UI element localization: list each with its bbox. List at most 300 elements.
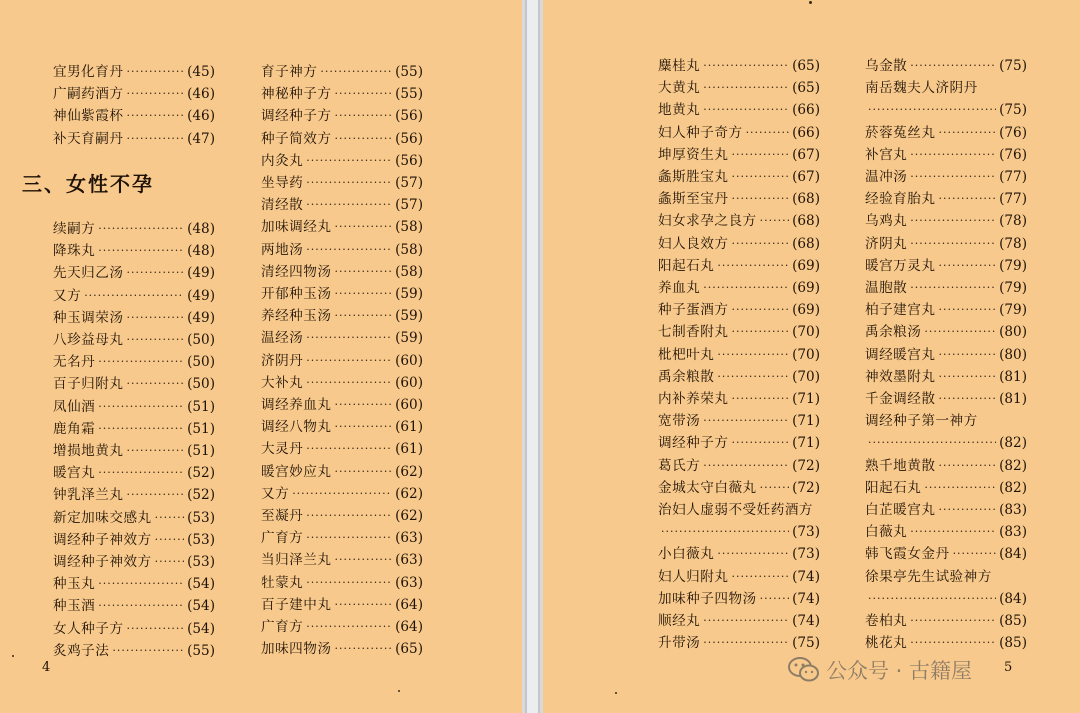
toc-entry-title: 小白薇丸 (658, 546, 715, 563)
toc-entry-title: 治妇人虚弱不受妊药酒方 (658, 502, 814, 518)
toc-entry-page: (78) (999, 235, 1027, 252)
toc-entry-page: (60) (395, 397, 423, 413)
toc-entry-page: (55) (395, 86, 423, 103)
leader-dots (703, 610, 789, 632)
toc-entry-title: 徐果亭先生试验神方 (865, 568, 992, 585)
leader-dots (938, 122, 996, 144)
toc-entry-page: (64) (395, 619, 423, 635)
toc-entry-page: (54) (187, 620, 215, 637)
leader-dots (938, 188, 996, 210)
toc-entry-page: (67) (792, 169, 820, 185)
toc-entry-page: (62) (395, 485, 423, 502)
toc-entry-page: (57) (395, 175, 423, 191)
toc-entry-page: (74) (792, 613, 820, 629)
toc-entry (53, 573, 215, 595)
toc-entry-title: 葛氏方 (658, 457, 701, 474)
leader-dots (938, 455, 996, 477)
toc-entry-title: 养血丸 (658, 280, 701, 296)
leader-dots (334, 394, 392, 416)
leader-dots (924, 477, 996, 499)
toc-entry (865, 543, 1027, 565)
toc-entry-title: 神秘种子方 (261, 86, 332, 103)
leader-dots (731, 188, 789, 210)
leader-dots (306, 372, 392, 394)
leader-dots (746, 122, 790, 144)
toc-entry-page: (63) (395, 552, 423, 569)
toc-entry-page: (51) (187, 420, 215, 437)
toc-entry-title: 两地汤 (261, 241, 304, 258)
toc-entry-page: (82) (999, 479, 1027, 496)
toc-entry (261, 438, 423, 460)
toc-entry (865, 455, 1027, 477)
toc-entry-page: (54) (187, 576, 215, 593)
leader-dots (155, 529, 184, 551)
toc-entry (261, 150, 423, 172)
toc-entry-title: 先天归乙汤 (53, 265, 124, 282)
toc-entry-title: 内灸丸 (261, 152, 304, 169)
toc-entry (261, 128, 423, 150)
leader-dots (924, 321, 996, 343)
toc-entry-page: (49) (187, 287, 215, 304)
paper-speck (398, 690, 400, 692)
toc-entry (53, 61, 215, 83)
leader-dots (910, 166, 996, 188)
leader-dots (155, 551, 184, 573)
toc-entry-page: (60) (395, 374, 423, 391)
toc-entry-page: (64) (395, 596, 423, 613)
toc-entry (658, 499, 820, 521)
leader-dots (98, 396, 184, 418)
leader-dots (98, 573, 184, 595)
toc-entry (261, 527, 423, 549)
paper-speck (12, 655, 14, 657)
leader-dots (98, 462, 184, 484)
leader-dots (910, 632, 996, 654)
toc-entry-page: (60) (395, 352, 423, 369)
toc-entry-title: 白薇丸 (865, 524, 908, 541)
toc-entry-page: (58) (395, 219, 423, 236)
toc-entry (53, 529, 215, 551)
toc-entry (261, 305, 423, 327)
toc-entry-title: 调经暖宫丸 (865, 346, 936, 363)
leader-dots (868, 588, 996, 610)
leader-dots (731, 144, 789, 166)
toc-entry-page: (76) (999, 146, 1027, 163)
toc-entry (658, 543, 820, 565)
toc-entry (865, 210, 1027, 232)
paper-speck (809, 1, 812, 4)
toc-entry-title: 妇人归附丸 (658, 568, 729, 585)
toc-entry (658, 521, 820, 543)
toc-entry (658, 299, 820, 321)
toc-entry-title: 禹余粮汤 (865, 324, 922, 341)
toc-entry-page: (85) (999, 613, 1027, 629)
toc-entry-title: 降珠丸 (53, 243, 96, 260)
toc-entry-page: (55) (395, 64, 423, 80)
toc-entry-title: 柏子建宫丸 (865, 302, 936, 319)
leader-dots (703, 77, 789, 99)
toc-entry-page: (58) (395, 241, 423, 258)
leader-dots (910, 610, 996, 632)
toc-entry-title: 阳起石丸 (658, 257, 715, 274)
toc-entry-page: (59) (395, 308, 423, 325)
toc-entry (53, 218, 215, 240)
toc-entry-page: (70) (792, 368, 820, 385)
right-page (543, 0, 1080, 713)
toc-entry-title: 乌金散 (865, 58, 908, 74)
leader-dots (703, 632, 789, 654)
toc-entry (658, 432, 820, 454)
toc-entry (261, 327, 423, 349)
toc-entry (53, 462, 215, 484)
toc-entry-page: (46) (187, 108, 215, 125)
toc-entry (865, 299, 1027, 321)
toc-entry-page: (65) (792, 80, 820, 97)
toc-entry (658, 388, 820, 410)
toc-entry (261, 194, 423, 216)
toc-entry-title: 千金调经散 (865, 391, 936, 407)
toc-entry (865, 255, 1027, 277)
toc-entry (658, 277, 820, 299)
watermark-text: 公众号 · 古籍屋 (826, 659, 973, 683)
toc-entry-page: (80) (999, 324, 1027, 341)
leader-dots (910, 277, 996, 299)
toc-entry-page: (72) (792, 457, 820, 474)
leader-dots (910, 144, 996, 166)
toc-entry-page: (50) (187, 376, 215, 393)
toc-entry-page: (49) (187, 309, 215, 326)
toc-entry-page: (74) (792, 568, 820, 585)
toc-entry-title: 暖宫妙应丸 (261, 463, 332, 480)
toc-entry (261, 372, 423, 394)
toc-entry (865, 477, 1027, 499)
leader-dots (306, 616, 392, 638)
toc-entry-title: 百子归附丸 (53, 376, 124, 393)
toc-entry-page: (79) (999, 302, 1027, 319)
toc-entry (261, 416, 423, 438)
toc-entry-page: (52) (187, 465, 215, 482)
toc-entry-page: (70) (792, 346, 820, 363)
toc-entry (53, 551, 215, 573)
toc-entry-page: (71) (792, 435, 820, 452)
toc-entry-title: 广育方 (261, 530, 304, 547)
toc-entry-title: 桃花丸 (865, 635, 908, 652)
toc-entry-title: 济阴丹 (261, 352, 304, 369)
toc-entry-page: (72) (792, 479, 820, 496)
leader-dots (717, 344, 789, 366)
leader-dots (126, 262, 184, 284)
toc-entry-title: 温经汤 (261, 330, 304, 347)
toc-entry-page: (73) (792, 524, 820, 541)
toc-entry-page: (67) (792, 146, 820, 163)
toc-entry-title: 养经种玉汤 (261, 308, 332, 325)
leader-dots (760, 210, 789, 232)
toc-entry (865, 233, 1027, 255)
toc-entry (658, 144, 820, 166)
toc-entry-page: (57) (395, 197, 423, 214)
leader-dots (334, 216, 392, 238)
toc-entry-title: 广育方 (261, 619, 304, 635)
toc-entry-title: 南岳魏夫人济阴丹 (865, 80, 978, 97)
toc-entry-title: 经验育胎丸 (865, 191, 936, 208)
toc-entry (658, 233, 820, 255)
wechat-icon (788, 656, 820, 684)
toc-entry (53, 396, 215, 418)
leader-dots (320, 61, 392, 83)
toc-entry-title: 种玉调荣汤 (53, 309, 124, 326)
toc-entry (261, 172, 423, 194)
leader-dots (938, 255, 996, 277)
leader-dots (910, 55, 996, 77)
leader-dots (910, 233, 996, 255)
toc-entry-page: (77) (999, 191, 1027, 208)
toc-entry-page: (65) (792, 58, 820, 74)
leader-dots (126, 484, 184, 506)
toc-entry (261, 261, 423, 283)
leader-dots (938, 344, 996, 366)
toc-entry-page: (54) (187, 598, 215, 615)
toc-entry-title: 宽带汤 (658, 413, 701, 430)
toc-entry-title: 炙鸡子法 (53, 642, 110, 659)
toc-entry-page: (55) (187, 642, 215, 659)
toc-entry-page: (79) (999, 257, 1027, 274)
leader-dots (717, 543, 789, 565)
toc-entry (658, 366, 820, 388)
toc-entry (53, 507, 215, 529)
toc-entry-title: 牡蒙丸 (261, 574, 304, 591)
toc-entry (658, 321, 820, 343)
toc-entry-title: 清经散 (261, 197, 304, 214)
leader-dots (703, 55, 789, 77)
leader-dots (938, 366, 996, 388)
toc-entry-page: (75) (999, 102, 1027, 119)
toc-entry (53, 618, 215, 640)
toc-entry-title: 韩飞霞女金丹 (865, 546, 950, 563)
toc-entry-page: (59) (395, 330, 423, 347)
toc-entry-page: (58) (395, 263, 423, 280)
toc-entry (53, 105, 215, 127)
toc-entry-title: 大黄丸 (658, 80, 701, 97)
toc-entry-page: (68) (792, 235, 820, 252)
toc-entry (53, 440, 215, 462)
toc-entry-page: (53) (187, 531, 215, 548)
toc-entry-title: 增损地黄丸 (53, 443, 124, 459)
toc-entry-title: 广嗣药酒方 (53, 86, 124, 103)
toc-entry (658, 566, 820, 588)
toc-entry-title: 螽斯胜宝丸 (658, 169, 729, 185)
leader-dots (306, 505, 392, 527)
toc-entry-page: (84) (999, 590, 1027, 607)
toc-entry-page: (81) (999, 391, 1027, 407)
section-heading: 三、女性不孕 (22, 172, 154, 196)
toc-entry (658, 122, 820, 144)
leader-dots (334, 83, 392, 105)
toc-entry (865, 144, 1027, 166)
toc-entry (261, 461, 423, 483)
toc-entry (261, 239, 423, 261)
toc-entry-title: 熟千地黄散 (865, 457, 936, 474)
leader-dots (98, 218, 184, 240)
toc-entry-page: (51) (187, 398, 215, 415)
toc-entry-title: 大补丸 (261, 374, 304, 391)
toc-entry (261, 483, 423, 505)
toc-entry-title: 枇杷叶丸 (658, 346, 715, 363)
toc-entry-page: (82) (999, 457, 1027, 474)
toc-entry-page: (66) (792, 124, 820, 141)
leader-dots (98, 240, 184, 262)
toc-entry-page: (75) (999, 58, 1027, 74)
toc-entry-page: (68) (792, 213, 820, 230)
leader-dots (306, 150, 392, 172)
watermark (788, 654, 972, 686)
toc-entry-title: 续嗣方 (53, 221, 96, 237)
toc-entry-title: 妇人良效方 (658, 235, 729, 252)
leader-dots (868, 99, 996, 121)
toc-entry-title: 卷柏丸 (865, 613, 908, 629)
toc-entry (53, 418, 215, 440)
leader-dots (126, 61, 184, 83)
toc-entry-title: 开郁种玉汤 (261, 286, 332, 302)
toc-entry-page: (69) (792, 302, 820, 319)
leader-dots (760, 477, 789, 499)
toc-entry (865, 122, 1027, 144)
toc-entry (658, 188, 820, 210)
leader-dots (334, 549, 392, 571)
toc-entry-page: (83) (999, 524, 1027, 541)
leader-dots (731, 432, 789, 454)
toc-entry (261, 594, 423, 616)
toc-entry (658, 477, 820, 499)
toc-entry (261, 549, 423, 571)
toc-entry-page: (61) (395, 419, 423, 436)
page-number-right: 5 (1004, 660, 1013, 675)
toc-entry-title: 调经八物丸 (261, 419, 332, 436)
paper-speck (615, 692, 617, 694)
toc-entry (865, 321, 1027, 343)
toc-entry (261, 616, 423, 638)
toc-entry-page: (73) (792, 546, 820, 563)
toc-entry-page: (63) (395, 574, 423, 591)
toc-entry-page: (81) (999, 368, 1027, 385)
toc-entry-title: 新定加味交感丸 (53, 509, 152, 526)
leader-dots (938, 499, 996, 521)
toc-entry-title: 调经养血丸 (261, 397, 332, 413)
toc-entry-page: (65) (395, 641, 423, 658)
leader-dots (112, 640, 184, 662)
leader-dots (938, 299, 996, 321)
toc-entry (865, 521, 1027, 543)
toc-entry-title: 补宫丸 (865, 146, 908, 163)
toc-entry (53, 262, 215, 284)
leader-dots (731, 321, 789, 343)
toc-entry-title: 宜男化育丹 (53, 64, 124, 80)
toc-entry (658, 255, 820, 277)
leader-dots (703, 455, 789, 477)
toc-entry-page: (51) (187, 443, 215, 459)
toc-entry-page: (66) (792, 102, 820, 119)
toc-entry-page: (53) (187, 509, 215, 526)
toc-entry-page: (56) (395, 152, 423, 169)
toc-entry-page: (69) (792, 280, 820, 296)
toc-entry (53, 595, 215, 617)
page-gutter (522, 0, 543, 713)
leader-dots (334, 128, 392, 150)
leader-dots (334, 638, 392, 660)
leader-dots (126, 329, 184, 351)
toc-entry-title: 补天育嗣丹 (53, 130, 124, 147)
toc-entry-title: 当归泽兰丸 (261, 552, 332, 569)
toc-entry-page: (69) (792, 257, 820, 274)
toc-entry-page: (56) (395, 130, 423, 147)
leader-dots (306, 239, 392, 261)
toc-entry (658, 55, 820, 77)
leader-dots (306, 350, 392, 372)
toc-entry (865, 610, 1027, 632)
toc-entry-page: (75) (792, 635, 820, 652)
toc-entry-page: (61) (395, 441, 423, 458)
toc-entry-title: 钟乳泽兰丸 (53, 487, 124, 504)
leader-dots (703, 277, 789, 299)
leader-dots (334, 261, 392, 283)
toc-entry-title: 大灵丹 (261, 441, 304, 458)
toc-entry-page: (62) (395, 508, 423, 524)
toc-entry-title: 乌鸡丸 (865, 213, 908, 230)
leader-dots (126, 128, 184, 150)
leader-dots (334, 461, 392, 483)
toc-entry-title: 至凝丹 (261, 508, 304, 524)
leader-dots (306, 438, 392, 460)
toc-entry-page: (74) (792, 590, 820, 607)
toc-entry-title: 神效墨附丸 (865, 368, 936, 385)
toc-entry (261, 572, 423, 594)
toc-entry (261, 505, 423, 527)
toc-entry-title: 又方 (261, 485, 290, 502)
toc-entry-title: 金城太守白薇丸 (658, 479, 757, 496)
toc-entry-title: 鹿角霜 (53, 420, 96, 437)
toc-entry-title: 禹余粮散 (658, 368, 715, 385)
toc-entry-title: 阳起石丸 (865, 479, 922, 496)
leader-dots (306, 527, 392, 549)
toc-entry-title: 八珍益母丸 (53, 332, 124, 348)
toc-entry (53, 285, 215, 307)
toc-entry (658, 632, 820, 654)
toc-entry (658, 99, 820, 121)
toc-entry-page: (52) (187, 487, 215, 504)
toc-entry-title: 白芷暖宫丸 (865, 502, 936, 518)
toc-entry-title: 坤厚资生丸 (658, 146, 729, 163)
toc-entry (53, 351, 215, 373)
toc-entry-page: (82) (999, 435, 1027, 452)
leader-dots (84, 285, 184, 307)
toc-entry (865, 166, 1027, 188)
toc-entry (261, 350, 423, 372)
leader-dots (126, 307, 184, 329)
toc-entry (261, 105, 423, 127)
leader-dots (126, 105, 184, 127)
toc-entry-page: (63) (395, 530, 423, 547)
leader-dots (334, 416, 392, 438)
leader-dots (910, 210, 996, 232)
toc-entry-title: 加味调经丸 (261, 219, 332, 236)
toc-entry (865, 277, 1027, 299)
toc-entry (865, 499, 1027, 521)
toc-entry-page: (83) (999, 502, 1027, 518)
toc-entry-page: (48) (187, 243, 215, 260)
toc-entry-page: (71) (792, 413, 820, 430)
toc-entry-page: (78) (999, 213, 1027, 230)
toc-entry (658, 77, 820, 99)
leader-dots (703, 99, 789, 121)
